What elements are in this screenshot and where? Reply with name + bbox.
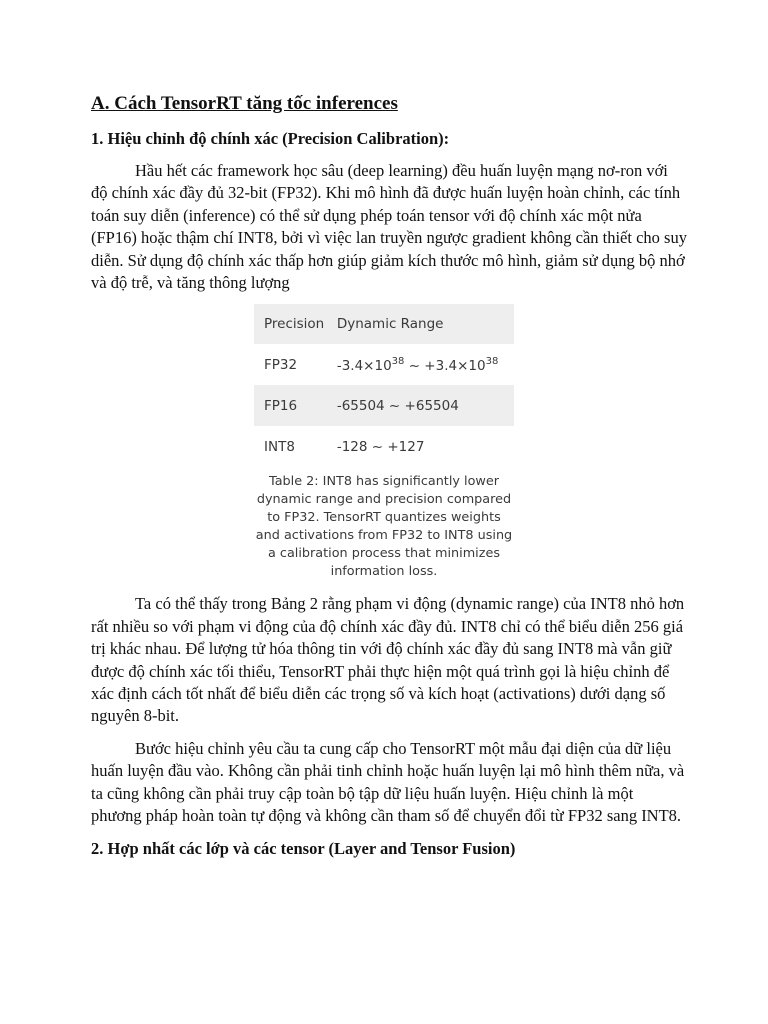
table-row (254, 426, 514, 467)
section-2-heading: 2. Hợp nhất các lớp và các tensor (Layer and Tensor Fusion) (91, 838, 516, 858)
header-dynamic-range: Dynamic Range (336, 316, 444, 333)
section-1-paragraph-1: Hầu hết các framework học sâu (deep learning) đều huấn luyện mạng nơ-ron với độ chính xác đầy đủ 32-bit (FP32). Khi mô hình đã được huấn luyện hoàn chỉnh, các tính toán suy diễn (inference) có thể sử dụng phép toán tensor với độ chính xác một nửa (FP16) hoặc thậm chí INT8, bởi vì việc lan truyền ngược gradient không cần thiết cho suy diễn. Sử dụng độ chính xác thấp hơn giúp giảm kích thước mô hình, giảm sử dụng bộ nhớ và độ trễ, và tăng thông lượng (91, 161, 687, 293)
page-title: A. Cách TensorRT tăng tốc inferences (91, 93, 398, 114)
document-page (91, 92, 687, 870)
header-precision: Precision (264, 316, 325, 333)
section-1-heading: 1. Hiệu chỉnh độ chính xác (Precision Calibration): (91, 129, 450, 148)
precision-table-figure (254, 304, 514, 581)
cell-precision: FP32 (264, 356, 298, 373)
precision-table (254, 304, 514, 467)
cell-dynamic-range: -65504 ~ +65504 (336, 397, 459, 414)
section-1-paragraph-2: Ta có thể thấy trong Bảng 2 rằng phạm vi động (dynamic range) của INT8 nhỏ hơn rất nhiều so với phạm vi động của độ chính xác đầy đủ. INT8 chỉ có thể biểu diễn 256 giá trị khác nhau. Để lượng tử hóa thông tin với độ chính xác đầy đủ sang INT8 mà vẫn giữ được độ chính xác tối thiểu, TensorRT phải thực hiện một quá trình gọi là hiệu chỉnh để xác định cách tốt nhất để biểu diễn các trọng số và kích hoạt (activations) dưới dạng số nguyên 8-bit. (91, 594, 685, 726)
cell-dynamic-range: -128 ~ +127 (336, 438, 425, 455)
table-row (254, 344, 514, 385)
cell-dynamic-range: $-3.4\times 10^{38}$ ~ $+3.4\times 10^{38}$ (336, 355, 499, 374)
table-row (254, 385, 514, 426)
cell-precision: FP16 (264, 397, 298, 414)
table-caption: Table 2: INT8 has significantly lower dynamic range and precision compared to FP32. TensorRT quantizes weights and activations from FP32 to INT8 using a calibration process that minimizes information loss. (255, 474, 513, 580)
section-1-paragraph-3: Bước hiệu chỉnh yêu cầu ta cung cấp cho TensorRT một mẫu đại diện của dữ liệu huấn luyện đầu vào. Không cần phải tinh chỉnh hoặc huấn luyện lại mô hình thêm nữa, và ta cũng không cần phải truy cập toàn bộ tập dữ liệu huấn luyện. Hiệu chỉnh là một phương pháp hoàn toàn tự động và không cần tham số để chuyển đổi từ FP32 sang INT8. (91, 738, 685, 826)
table-header-row (254, 304, 514, 344)
cell-precision: INT8 (264, 438, 295, 455)
